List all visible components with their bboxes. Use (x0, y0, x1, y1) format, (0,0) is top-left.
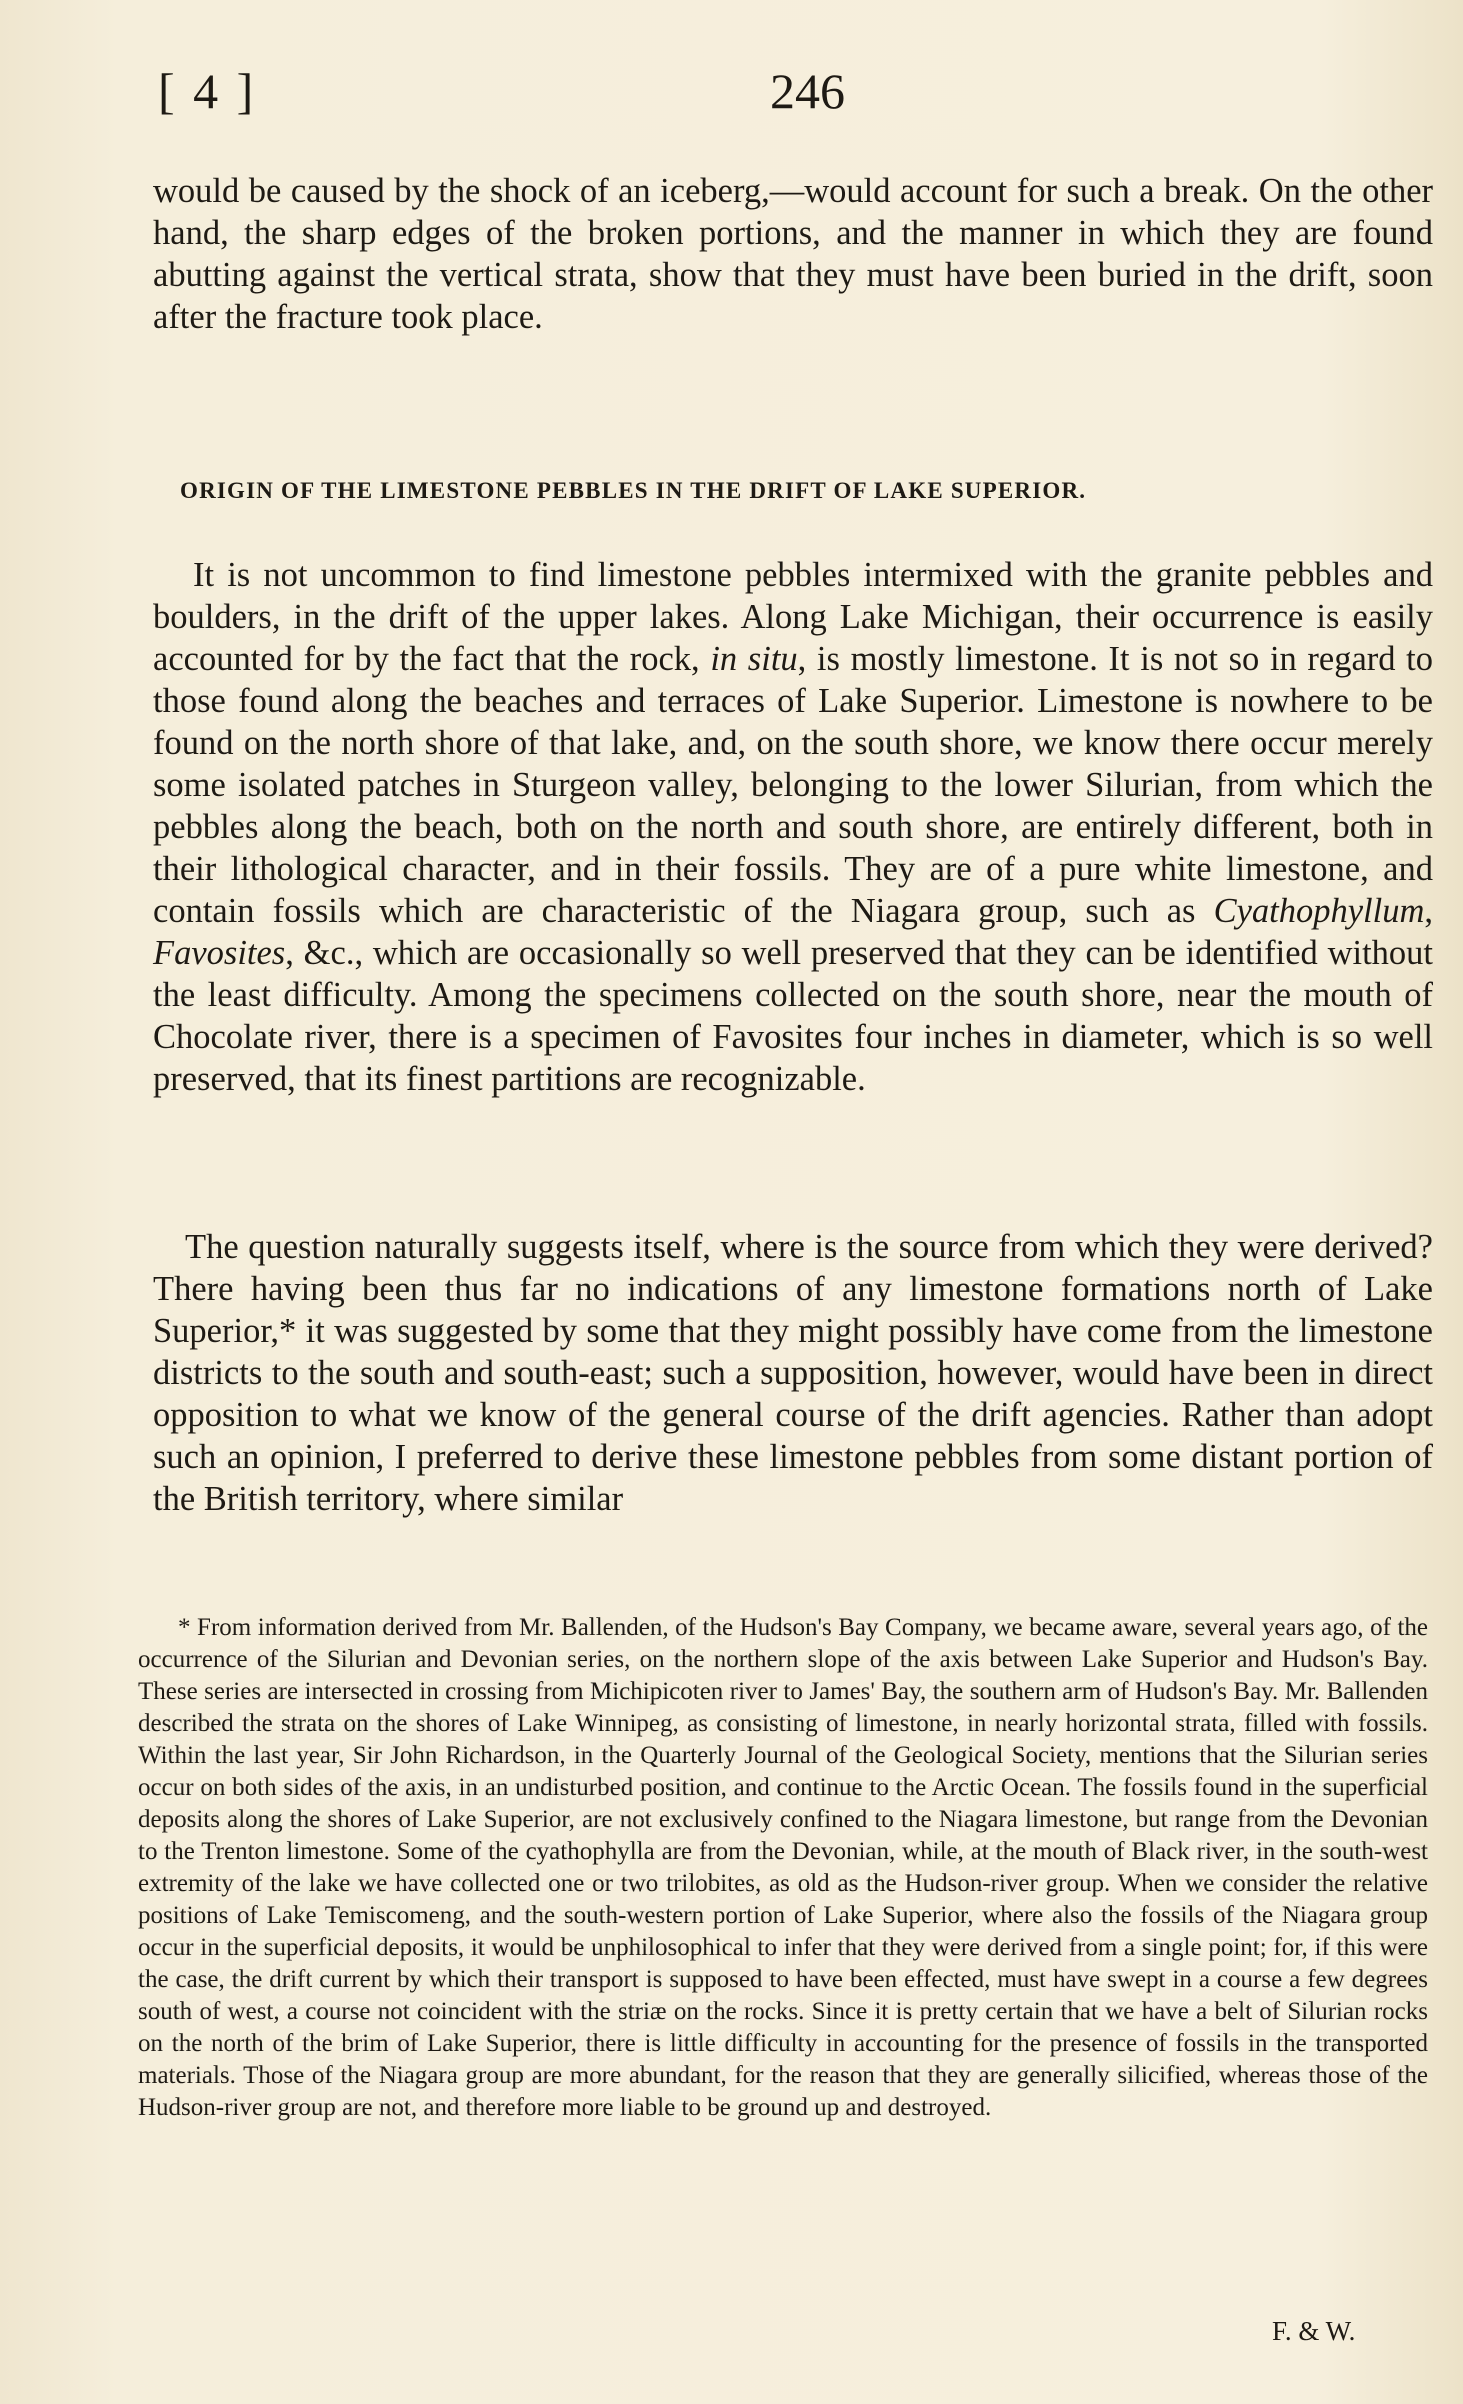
page-number: 246 (770, 63, 845, 119)
footnote: * From information derived from Mr. Ballenden, of the Hudson's Bay Company, we became aware, several years ago, of the occurrence of the Silurian and Devonian series, on the northern slope of the axis between Lake Superior and Hudson's Bay. These series are intersected in crossing from Michipicoten river to James' Bay, the southern arm of Hudson's Bay. Mr. Ballenden described the strata on the shores of Lake Winnipeg, as consisting of limestone, in nearly horizontal strata, filled with fossils. Within the last year, Sir John Richardson, in the Quarterly Journal of the Geological Society, mentions that the Silurian series occur on both sides of the axis, in an undisturbed position, and continue to the Arctic Ocean. The fossils found in the superficial deposits along the shores of Lake Superior, are not exclusively confined to the Niagara limestone, but range from the Devonian to the Trenton limestone. Some of the cyathophylla are from the Devonian, while, at the mouth of Black river, in the south-west extremity of the lake we have collected one or two trilobites, as old as the Hudson-river group. When we consider the relative positions of Lake Temiscomeng, and the south-western portion of Lake Superior, where also the fossils of the Niagara group occur in the superficial deposits, it would be unphilosophical to infer that they were derived from a single point; for, if this were the case, the drift current by which their transport is supposed to have been effected, must have swept in a course a few degrees south of west, a course not coincident with the striæ on the rocks. Since it is pretty certain that we have a belt of Silurian rocks on the north of the brim of Lake Superior, there is little difficulty in accounting for the presence of fossils in the transported materials. Those of the Niagara group are more abundant, for the reason that they are generally silicified, whereas those of the Hudson-river group are not, and therefore more liable to be ground up and destroyed. (138, 1614, 1428, 2121)
italic-in-situ: in situ (710, 640, 798, 678)
paragraph-1-text-b: , is mostly limestone. It is not so in regard to those found along the beaches and terraces of Lake Superior. Limestone is nowhere to be found on the north shore of that lake, and, on the south shore, we know there occur merely some isolated patches in Sturgeon valley, belonging to the lower Silurian, from which the pebbles along the beach, both on the north and south shore, are entirely different, both in their lithological character, and in their fossils. They are of a pure white limestone, and contain fossils which are characteristic of the Niagara group, such as (153, 640, 1433, 930)
section-heading: ORIGIN OF THE LIMESTONE PEBBLES IN THE DRIFT OF LAKE SUPERIOR. (180, 478, 1087, 503)
paragraph-1-text-d: , &c., which are occasionally so well preserved that they can be identified without the least difficulty. Among the specimens collected on the south shore, near the mouth of Chocolate river, there is a specimen of Favosites four inches in diameter, which is so well preserved, that its finest partitions are recognizable. (153, 934, 1433, 1098)
paragraph-1-text-a: It is not uncommon to find limestone pebbles intermixed with the granite pebbles and boulders, in the drift of the upper lakes. Along Lake Michigan, their occurrence is easily accounted for by the fact that the rock, (153, 556, 1433, 678)
signature-mark: [ 4 ] (158, 63, 257, 119)
italic-favosites: Favosites (153, 934, 286, 972)
paragraph-source-question: The question naturally suggests itself, where is the source from which they were derived? There having been thus far no indications of any limestone formations north of Lake Superior,* it was suggested by some that they might possibly have come from the limestone districts to the south and south-east; such a supposition, however, would have been in direct opposition to what we know of the general course of the drift agencies. Rather than adopt such an opinion, I preferred to derive these limestone pebbles from some distant portion of the British territory, where similar (153, 1228, 1433, 1518)
footnote-signature: F. & W. (1272, 2316, 1356, 2346)
page-header (158, 62, 1428, 132)
paragraph-limestone-pebbles (153, 554, 1433, 1100)
italic-cyathophyllum: Cyathophyllum (1213, 892, 1425, 930)
paragraph-1-text-c: , (1424, 892, 1433, 930)
continued-paragraph: would be caused by the shock of an iceberg,—would account for such a break. On the other hand, the sharp edges of the broken portions, and the manner in which they are found abutting against the vertical strata, show that they must have been buried in the drift, soon after the fracture took place. (153, 172, 1433, 336)
